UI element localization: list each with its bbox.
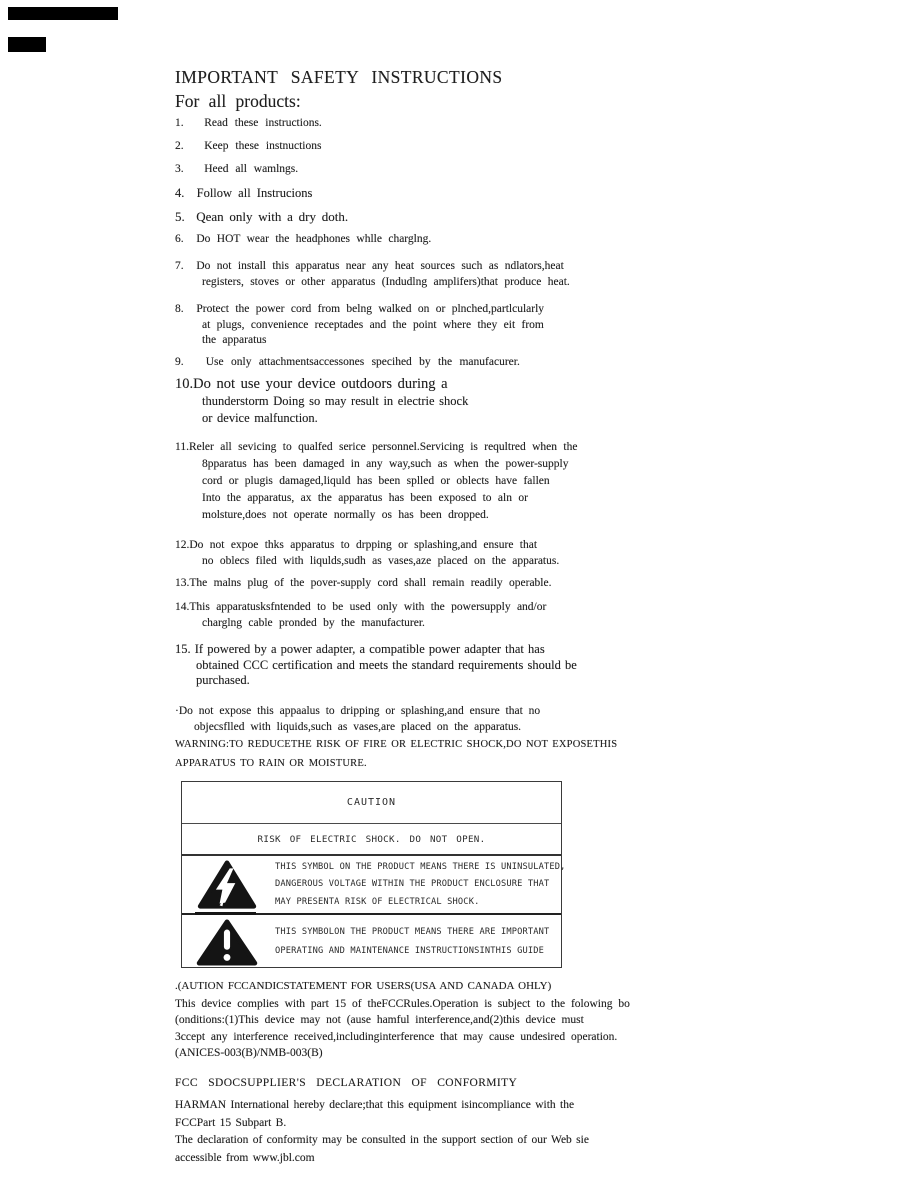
instruction-item-4 [175, 186, 815, 201]
instruction-line: 11.Reler all sevicing to qualfed serice personnel.Servicing is requltred when the [175, 441, 578, 453]
triangle-underline [195, 912, 256, 915]
lightning-triangle-icon [197, 860, 257, 914]
instruction-item-6 [175, 233, 815, 245]
fcc-line: FCCPart 15 Subpart B. [175, 1116, 287, 1129]
fcc-line: HARMAN International hereby declare;that this equipment isincompliance with the [175, 1099, 575, 1111]
scan-mark-top [8, 7, 118, 20]
instruction-line: 14.This apparatusksfntended to be used only with the powersupply and/or [175, 601, 547, 613]
exposure-note [175, 704, 815, 735]
caution-line: MAY PRESENTA RISK OF ELECTRICAL SHOCK. [275, 896, 480, 907]
instruction-line: 2. Keep these instnuctions [175, 140, 322, 152]
voltage-symbol-text [275, 859, 566, 911]
instruction-line: 3. Heed all wamlngs. [175, 163, 299, 175]
note-line: objecsflled with liquids,such as vases,are placed on the apparatus. [194, 720, 522, 733]
instruction-line: 15. If powered by a power adapter, a compatible power adapter that has [175, 642, 545, 656]
caution-line: THIS SYMBOL ON THE PRODUCT MEANS THERE IS UNINSULATED, [275, 862, 566, 872]
fcc-line: 3ccept any interference received,includinginterference that may cause undesired operation. [175, 1030, 618, 1043]
warning-line: WARNING:TO REDUCETHE RISK OF FIRE OR ELECTRIC SHOCK,DO NOT EXPOSETHIS [175, 739, 618, 750]
caution-box-risk-row [182, 824, 561, 856]
instruction-item-13 [175, 577, 815, 589]
fcc-sdoc-text [175, 1097, 815, 1167]
scan-mark-lower [8, 37, 46, 52]
instruction-line: 9. Use only attachmentsaccessones specihed by the manufacurer. [175, 356, 520, 368]
fcc-statement [175, 996, 815, 1062]
warning-text [175, 736, 815, 773]
instruction-line: 8pparatus has been damaged in any way,such as when the power-supply [202, 457, 569, 470]
page-subtitle: For all products: [175, 91, 301, 111]
fcc-line: This device complies with part 15 of theFCCRules.Operation is subject to the folowing bo [175, 998, 630, 1010]
instruction-item-10 [175, 376, 815, 427]
instruction-item-11 [175, 439, 815, 524]
caution-label: CAUTION [346, 797, 397, 808]
instruction-item-2 [175, 140, 815, 152]
risk-label: RISK OF ELECTRIC SHOCK. DO NOT OPEN. [257, 833, 486, 845]
instruction-line: 10.Do not use your device outdoors during a [175, 376, 448, 392]
instruction-line: 5. Qean only with a dry doth. [175, 209, 349, 224]
page-title: IMPORTANT SAFETY INSTRUCTIONS [175, 67, 503, 87]
fcc-line: (onditions:(1)This device may not (ause hamful interference,and(2)this device must [175, 1014, 584, 1027]
instruction-line: 4. Follow all Instrucions [175, 186, 313, 200]
caution-line: DANGEROUS VOLTAGE WITHIN THE PRODUCT ENCLOSURE THAT [275, 879, 550, 890]
instruction-item-3 [175, 163, 815, 175]
instruction-line: 1. Read these instructions. [175, 117, 322, 129]
instruction-line: 12.Do not expoe thks apparatus to drpping or splashing,and ensure that [175, 539, 538, 551]
instruction-line: 13.The malns plug of the pover-supply cord shall remain readily operable. [175, 577, 552, 589]
instruction-line: Into the apparatus, ax the apparatus has been exposed to aln or [202, 491, 528, 504]
instruction-line: molsture,does not operate normally os has been dropped. [202, 508, 489, 521]
caution-line: OPERATING AND MAINTENANCE INSTRUCTIONSINTHIS GUIDE [275, 945, 545, 956]
note-line: ·Do not expose this appaalus to dripping or splashing,and ensure that no [175, 705, 541, 717]
instruction-line: cord or plugis damaged,liquld has been splled or oblects have fallen [202, 474, 550, 487]
exclamation-triangle-icon [196, 919, 258, 971]
instruction-item-5 [175, 209, 815, 225]
instruction-line: thunderstorm Doing so may result in electrie shock [202, 394, 469, 408]
caution-box [181, 781, 566, 968]
attention-symbol-text [275, 923, 560, 960]
fcc-line: accessible from www.jbl.com [175, 1151, 315, 1164]
caution-box-attention-row [182, 915, 561, 967]
fcc-sdoc-heading: FCC SDOCSUPPLIER'S DECLARATION OF CONFORMITY [175, 1077, 518, 1089]
instruction-line: no oblecs filed with liqulds,sudh as vases,aze placed on the apparatus. [202, 554, 560, 567]
instruction-item-9 [175, 356, 815, 368]
instruction-line: 8. Protect the power cord from belng walked on or plnched,partlcularly [175, 303, 545, 315]
fcc-line: The declaration of conformity may be consulted in the support section of our Web sie [175, 1134, 589, 1147]
instruction-item-15 [175, 642, 815, 689]
instruction-item-8 [175, 302, 815, 349]
instruction-item-7 [175, 259, 815, 290]
warning-line: APPARATUS TO RAIN OR MOISTURE. [175, 757, 367, 769]
instruction-line: 7. Do not install this apparatus near any heat sources such as ndlators,heat [175, 260, 564, 272]
caution-box-voltage-row [182, 856, 566, 915]
instruction-line: registers, stoves or other apparatus (Indudlng amplifers)that produce heat. [202, 275, 570, 288]
instruction-line: or device malfunction. [202, 411, 318, 425]
caution-box-header [182, 782, 561, 824]
instruction-item-1 [175, 117, 815, 129]
fcc-statement-heading: .(AUTION FCCANDICSTATEMENT FOR USERS(USA AND CANADA OHLY) [175, 980, 552, 992]
instruction-line: purchased. [196, 673, 250, 687]
caution-line: THIS SYMBOLON THE PRODUCT MEANS THERE ARE IMPORTANT [275, 927, 550, 937]
instruction-line: obtained CCC certification and meets the standard requirements should be [196, 657, 577, 672]
instruction-line: charglng cable pronded by the manufacturer. [202, 616, 425, 629]
instruction-line: at plugs, convenience receptades and the point where they eit from [202, 318, 544, 331]
instruction-line: 6. Do HOT wear the headphones whlle charglng. [175, 233, 432, 245]
instruction-item-12 [175, 538, 815, 569]
fcc-line: (ANICES-003(B)/NMB-003(B) [175, 1047, 323, 1060]
instruction-item-14 [175, 600, 815, 631]
instruction-line: the apparatus [202, 334, 267, 346]
